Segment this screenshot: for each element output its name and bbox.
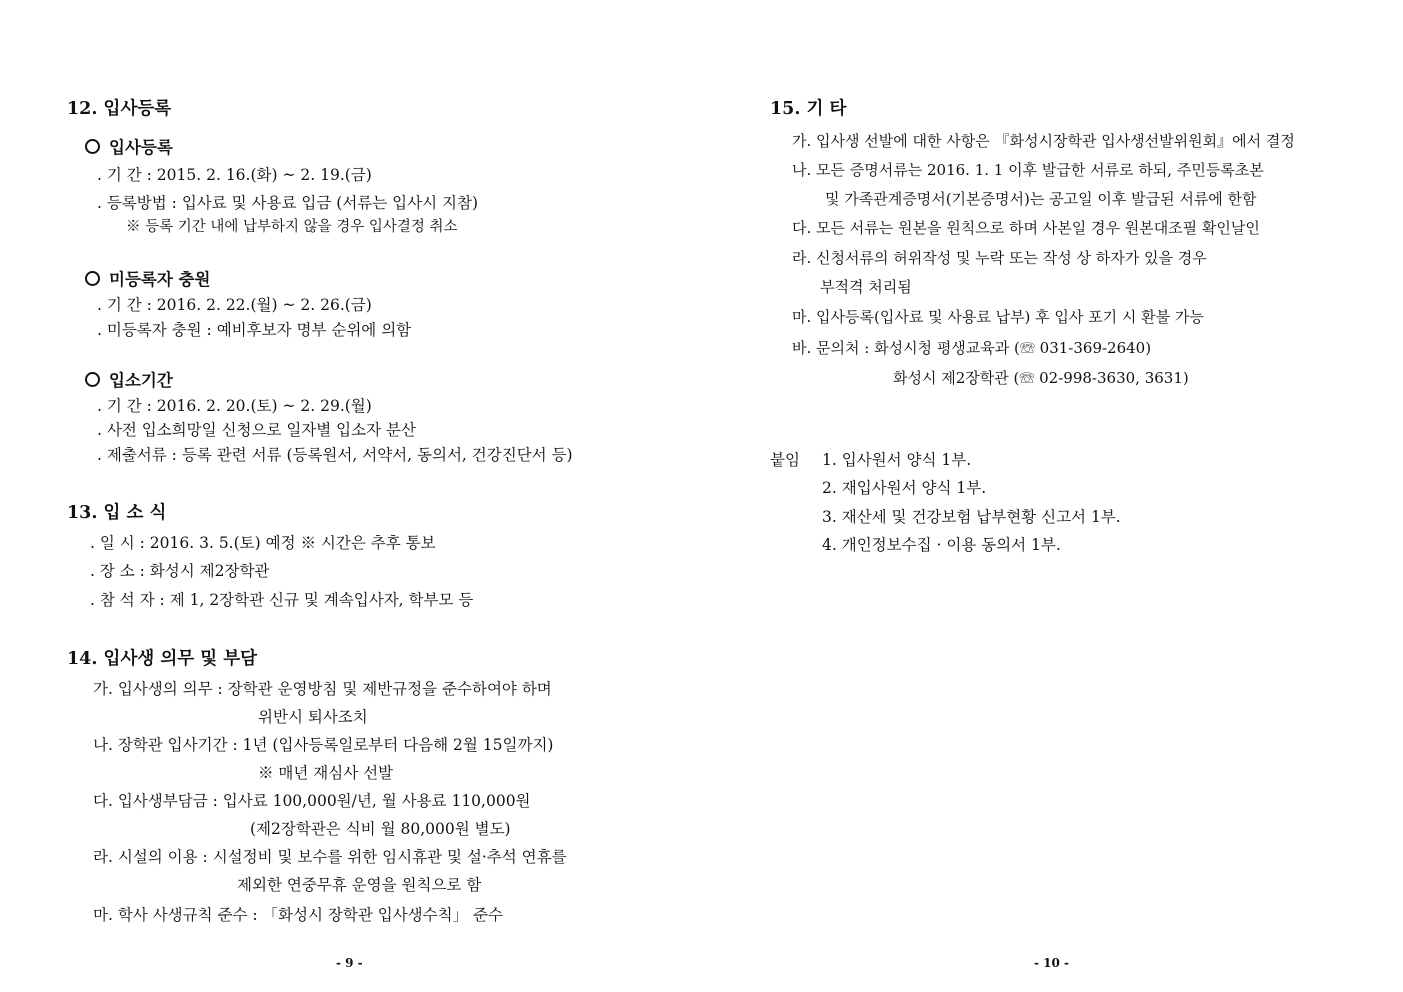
registration-period-line: . 기 간 : 2015. 2. 16.(화) ~ 2. 19.(금) (97, 166, 372, 184)
ceremony-attendees-line: . 참 석 자 : 제 1, 2장학관 신규 및 계속입사자, 학부모 등 (90, 591, 474, 609)
duty-line: 가. 입사생의 의무 : 장학관 운영방침 및 제반규정을 준수하여야 하며 (93, 680, 552, 698)
ceremony-date-line: . 일 시 : 2016. 3. 5.(토) 예정 ※ 시간은 추후 통보 (90, 534, 436, 552)
rules-line: 마. 학사 사생규칙 준수 : 「화성시 장학관 입사생수칙」 준수 (93, 906, 503, 924)
circle-bullet-icon (85, 271, 100, 286)
other-item-ba-cont: 화성시 제2장학관 (☏ 02-998-3630, 3631) (893, 369, 1189, 387)
subsection-unregistered-title: 미등록자 충원 (85, 271, 210, 289)
unregistered-period-line: . 기 간 : 2016. 2. 22.(월) ~ 2. 26.(금) (97, 296, 372, 314)
unregistered-rule-line: . 미등록자 충원 : 예비후보자 명부 순위에 의함 (97, 321, 412, 339)
attachment-item: 1. 입사원서 양식 1부. (822, 451, 972, 469)
section-12-heading: 12. 입사등록 (67, 99, 172, 119)
other-item-ma: 마. 입사등록(입사료 및 사용료 납부) 후 입사 포기 시 환불 가능 (792, 308, 1204, 326)
period-line: 나. 장학관 입사기간 : 1년 (입사등록일로부터 다음해 2월 15일까지) (93, 736, 554, 754)
duty-cont-line: 위반시 퇴사조치 (258, 708, 368, 726)
subsection-move-in-title: 입소기간 (85, 372, 173, 390)
move-in-documents-line: . 제출서류 : 등록 관련 서류 (등록원서, 서약서, 동의서, 건강진단서 등) (97, 446, 573, 464)
registration-note-line: ※ 등록 기간 내에 납부하지 않을 경우 입사결정 취소 (126, 219, 458, 235)
page-number: - 9 - (336, 956, 363, 970)
other-item-ra: 라. 신청서류의 허위작성 및 누락 또는 작성 상 하자가 있을 경우 (792, 249, 1207, 267)
facility-line: 라. 시설의 이용 : 시설정비 및 보수를 위한 임시휴관 및 설·추석 연휴를 (93, 848, 567, 866)
attachment-item: 2. 재입사원서 양식 1부. (822, 479, 987, 497)
period-note-line: ※ 매년 재심사 선발 (258, 764, 394, 782)
section-13-heading: 13. 입 소 식 (67, 503, 167, 523)
other-item-na-cont: 및 가족관계증명서(기본증명서)는 공고일 이후 발급된 서류에 한함 (825, 190, 1257, 208)
circle-bullet-icon (85, 139, 100, 154)
facility-cont-line: 제외한 연중무휴 운영을 원칙으로 함 (237, 876, 482, 894)
move-in-period-line: . 기 간 : 2016. 2. 20.(토) ~ 2. 29.(월) (97, 397, 372, 415)
attachment-item: 4. 개인정보수집 · 이용 동의서 1부. (822, 536, 1061, 554)
attachments-label: 붙임 (770, 451, 800, 469)
page-number: - 10 - (1034, 956, 1070, 970)
ceremony-place-line: . 장 소 : 화성시 제2장학관 (90, 562, 270, 580)
attachment-item: 3. 재산세 및 건강보험 납부현황 신고서 1부. (822, 508, 1121, 526)
circle-bullet-icon (85, 372, 100, 387)
registration-method-line: . 등록방법 : 입사료 및 사용료 입금 (서류는 입사시 지참) (97, 194, 479, 212)
section-14-heading: 14. 입사생 의무 및 부담 (67, 649, 258, 669)
other-item-ra-cont: 부적격 처리됨 (820, 278, 912, 296)
fee-line: 다. 입사생부담금 : 입사료 100,000원/년, 월 사용료 110,000원 (93, 792, 531, 810)
other-item-ga: 가. 입사생 선발에 대한 사항은 『화성시장학관 입사생선발위원회』에서 결정 (792, 132, 1295, 150)
other-item-na: 나. 모든 증명서류는 2016. 1. 1 이후 발급한 서류로 하되, 주민등록초본 (792, 161, 1264, 179)
move-in-preference-line: . 사전 입소희망일 신청으로 일자별 입소자 분산 (97, 421, 416, 439)
subsection-registration-title: 입사등록 (85, 139, 173, 157)
section-15-heading: 15. 기 타 (770, 99, 847, 119)
other-item-da: 다. 모든 서류는 원본을 원칙으로 하며 사본일 경우 원본대조필 확인날인 (792, 219, 1260, 237)
fee-note-line: (제2장학관은 식비 월 80,000원 별도) (250, 820, 511, 838)
other-item-ba: 바. 문의처 : 화성시청 평생교육과 (☏ 031-369-2640) (792, 339, 1152, 357)
